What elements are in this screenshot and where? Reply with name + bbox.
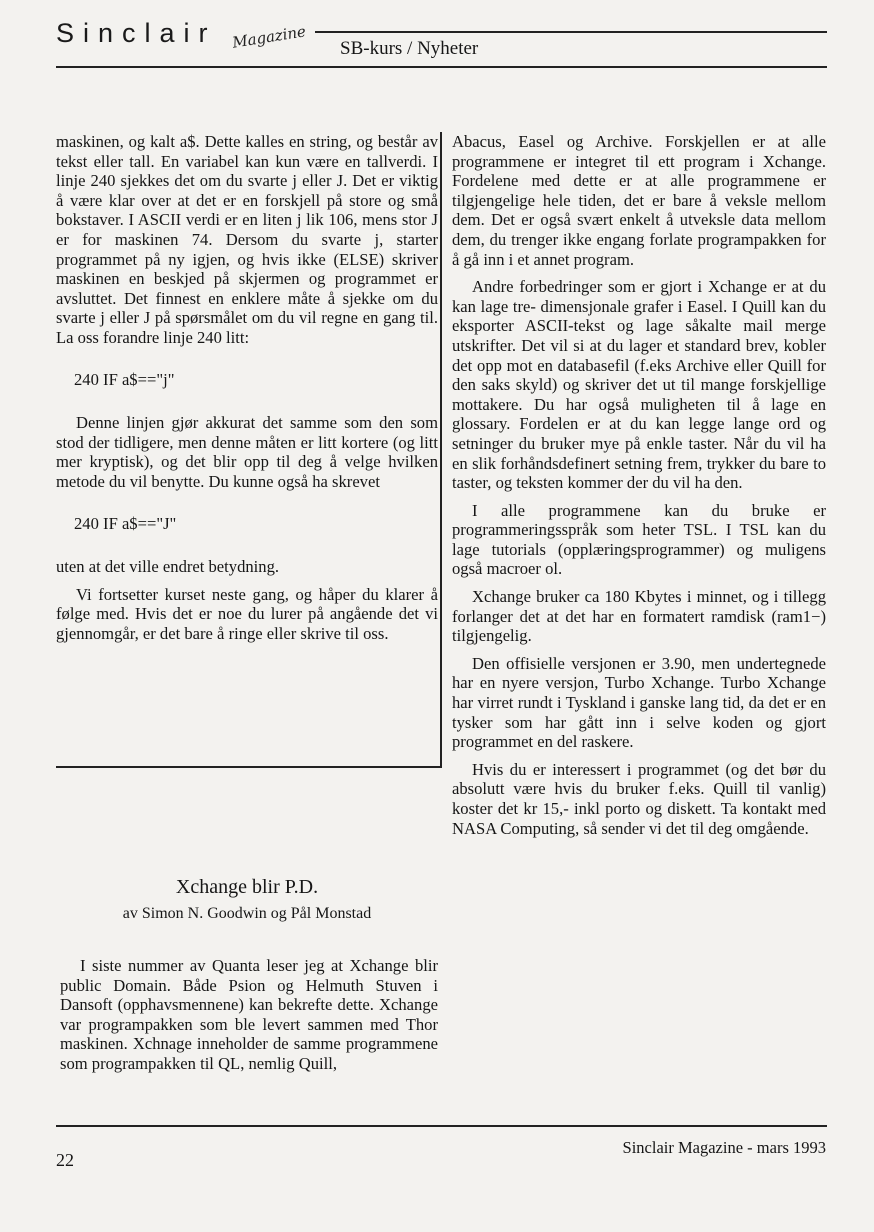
left-column-course — [56, 132, 438, 651]
article-paragraph: Xchange bruker ca 180 Kbytes i minnet, og i tillegg forlanger det at det har en formatert ramdisk (ram1−) tilgjengelig. — [452, 587, 826, 646]
right-column-article — [452, 132, 826, 846]
course-paragraph: Vi fortsetter kurset neste gang, og håper du klarer å følge med. Hvis det er noe du lurer på angående det vi gjennomgår, er det bare å ringe eller skrive til oss. — [56, 584, 438, 643]
article-byline: av Simon N. Goodwin og Pål Monstad — [122, 905, 372, 922]
article-paragraph: I alle programmene kan du bruke er programmeringsspråk som heter TSL. I TSL kan du lage tutorials (opplæringsprogrammer) og muligens også macroer ol. — [452, 500, 826, 579]
article-column-start — [60, 956, 438, 1082]
header-rule-bottom — [56, 66, 827, 68]
course-paragraph: maskinen, og kalt a$. Dette kalles en string, og består av tekst eller tall. En variabel kan kun være en tallverdi. I linje 240 sjekkes det om du svarte j eller J. Det er viktig å være klar over at det er en forskjell på store og små bokstaver. I ASCII verdi er en liten j lik 106, mens stor J er for maskinen 74. Dersom du svarte j, starter programmet på ny igjen, og hvis ikke (ELSE) skriver maskinen en beskjed på skjermen og programmet er avsluttet. Det finnest en enklere måte å sjekke om du svarte j eller J på spørsmålet om du vil regne en gang til. La oss forandre linje 240 litt: — [56, 132, 438, 347]
article-paragraph: Andre forbedringer som er gjort i Xchange er at du kan lage tre- dimensjonale grafer i Easel. I Quill kan du eksporter ASCII-tekst og lage såkalte mail merge utskrifter. Det vil si at du lager et standard brev, kobler det opp mot en databasefil (f.eks Archive eller Quill for den saks skyld) og skriver det ut til mange forskjellige mottakere. Du har også muligheten til å lage en glossary. Fordelen er at du kan legge lange ord og setninger du bruker mye på enkle taster. Når du vil ha en slik forhåndsdefinert setning frem, trykker du bare to taster, og teksten kommer der du vil ha den. — [452, 277, 826, 493]
article-paragraph: Hvis du er interessert i programmet (og det bør du absolutt være hvis du bruker f.eks. Quill til vanlig) koster det kr 15,- inkl porto og diskett. Ta kontakt med NASA Computing, så sender vi det til deg omgående. — [452, 759, 826, 838]
magazine-brand: Sinclair — [56, 18, 217, 48]
course-paragraph: Denne linjen gjør akkurat det samme som den som stod der tidligere, men denne måten er litt kortere (og litt mer kryptisk), og det blir opp til deg å velge hvilken metode du vil benytte. Du kunne også ha skrevet — [56, 413, 438, 491]
code-line: 240 IF a$=="j" — [74, 369, 175, 389]
course-box-right-rule — [440, 132, 442, 768]
footer-rule — [56, 1125, 827, 1127]
header-rule-top — [315, 31, 827, 33]
course-box-bottom-rule — [56, 766, 442, 768]
article-paragraph: Abacus, Easel og Archive. Forskjellen er at alle programmene er integret til ett program i Xchange. Fordelene med dette er at alle programmene er tilgjengelige hele tiden, det er bare å veksle mellom dem. Det er også svært enkelt å utveksle data mellom dem, du trenger ikke engang forlate programpakken for å gå inn i et annet program. — [452, 132, 826, 269]
article-paragraph: I siste nummer av Quanta leser jeg at Xchange blir public Domain. Både Psion og Helmuth Stuven i Dansoft (opphavsmennene) kan bekrefte dette. Xchange var programpakken som ble levert sammen med Thor maskinen. Xchnage inneholder de samme programmene som programpakken til QL, nemlig Quill, — [60, 956, 438, 1073]
magazine-script-logo: Magazine — [231, 22, 308, 52]
page-number: 22 — [56, 1150, 74, 1170]
article-title: Xchange blir P.D. — [175, 876, 319, 898]
course-paragraph: uten at det ville endret betydning. — [56, 557, 280, 577]
code-line: 240 IF a$=="J" — [74, 513, 177, 533]
article-paragraph: Den offisielle versjonen er 3.90, men undertegnede har en nyere versjon, Turbo Xchange. Turbo Xchange har virret rundt i Tyskland i ganske lang tid, da det er en tysker som har gått inn i selve koden og gjort programmet en del raskere. — [452, 653, 826, 752]
footer-credit: Sinclair Magazine - mars 1993 — [622, 1138, 826, 1157]
section-title: SB-kurs / Nyheter — [340, 38, 479, 59]
